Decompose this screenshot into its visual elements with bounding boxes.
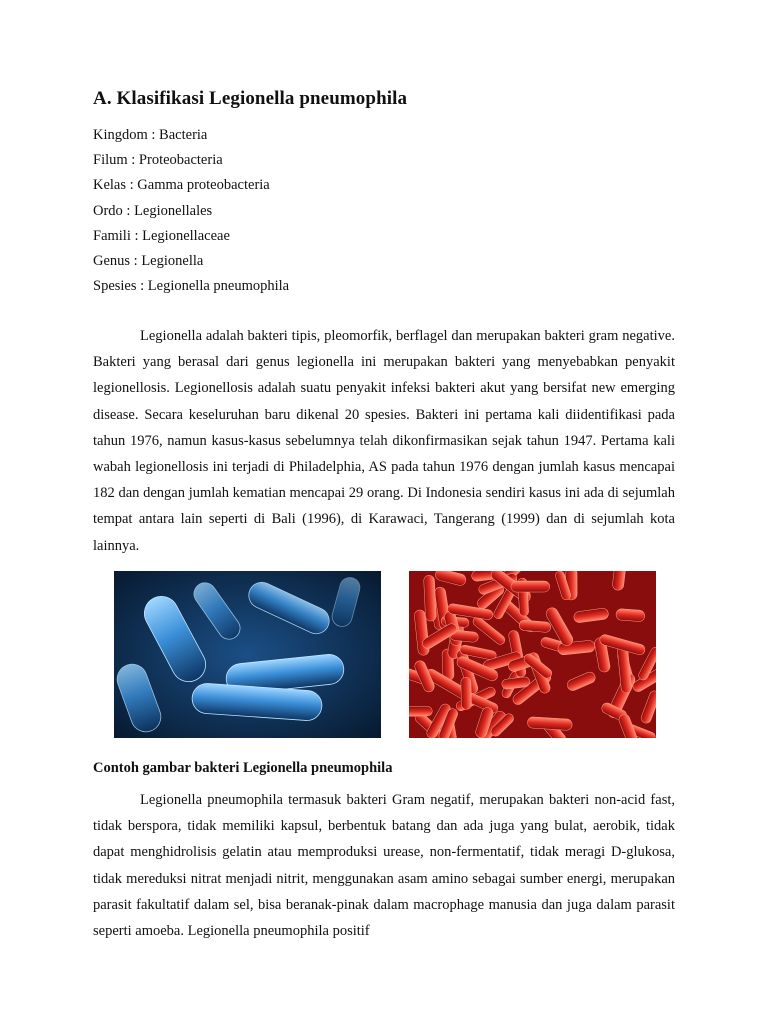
figure-caption: Contoh gambar bakteri Legionella pneumophila	[93, 760, 393, 776]
bacterium-rod	[511, 581, 550, 592]
section-heading: A. Klasifikasi Legionella pneumophila	[93, 88, 408, 109]
taxonomy-ordo: Ordo : Legionellales	[93, 202, 213, 219]
intro-paragraph: Legionella adalah bakteri tipis, pleomorfik, berflagel dan merupakan bakteri gram negative. Bakteri yang berasal dari genus legionella ini merupakan bakteri yang menyebabkan penyakit legionellosis. Legionellosis adalah suatu penyakit infeksi bakteri akut yang bersifat new emerging disease. Secara keseluruhan baru dikenal 20 spesies. Bakteri ini pertama kali diidentifikasi pada tahun 1976, namun kasus-kasus sebelumnya telah dikonfirmasikan sejak tahun 1947. Pertama kali wabah legionellosis ini terjadi di Philadelphia, AS pada tahun 1976 dengan jumlah kasus mencapai 182 dan dengan jumlah kematian mencapai 29 orang. Di Indonesia sendiri kasus ini ada di sejumlah tempat antara lain seperti di Bali (1996), di Karawaci, Tangerang (1999) dan di sejumlah kota lainnya.	[93, 328, 675, 554]
red-bacteria-illustration	[409, 571, 656, 738]
taxonomy-spesies: Spesies : Legionella pneumophila	[93, 278, 290, 295]
blue-bacteria-illustration	[114, 571, 381, 738]
taxonomy-kelas: Kelas : Gamma proteobacteria	[93, 177, 270, 194]
taxonomy-kingdom: Kingdom : Bacteria	[93, 127, 208, 143]
bacterium-rod	[409, 706, 432, 716]
bacterium-rod	[424, 575, 437, 621]
bacterium-rod	[616, 608, 646, 622]
taxonomy-genus: Genus : Legionella	[93, 252, 204, 269]
taxonomy-list	[93, 125, 289, 301]
taxonomy-famili: Famili : Legionellaceae	[93, 227, 230, 244]
description-paragraph: Legionella pneumophila termasuk bakteri Gram negatif, merupakan bakteri non-acid fast, tidak berspora, tidak memiliki kapsul, berbentuk batang dan ada juga yang bulat, aerobik, tidak dapat menghidrolisis gelatin atau memproduksi urease, non-fermentatif, tidak meragi D-glukosa, tidak mereduksi nitrat menjadi nitrit, menggunakan asam amino sebagai sumber energi, merupakan parasit fakultatif dalam sel, bisa beranak-pinak dalam macrophage manusia dan juga dalam parasit seperti amoeba. Legionella pneumophila positif	[93, 792, 675, 940]
bacterium-rod	[461, 677, 472, 709]
blue-bacteria-image	[114, 571, 381, 738]
bacterium-rod	[527, 717, 572, 731]
taxonomy-filum: Filum : Proteobacteria	[93, 152, 223, 169]
red-bacteria-image	[409, 571, 656, 738]
